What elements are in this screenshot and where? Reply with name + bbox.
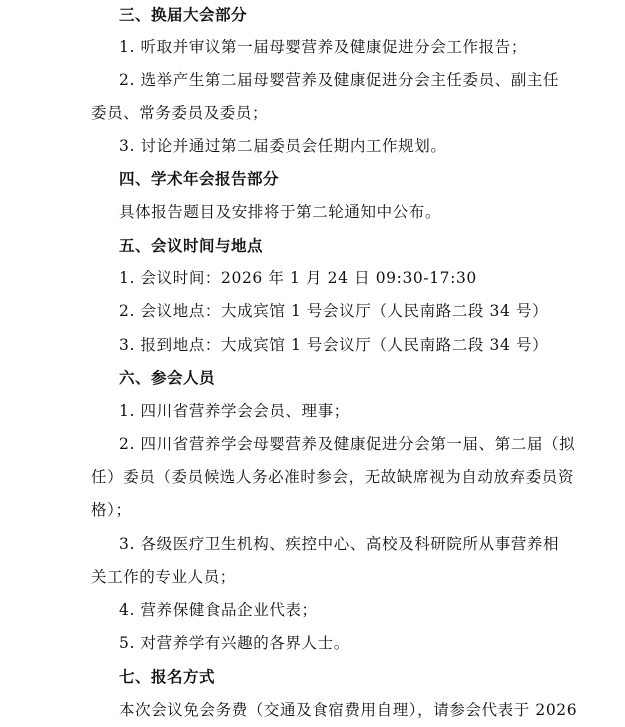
section-heading-5: 五、会议时间与地点 xyxy=(119,237,264,255)
paragraph-line: 任）委员（委员候选人务必准时参会，无故缺席视为自动放弃委员资 xyxy=(91,468,575,486)
paragraph-line: 2. 四川省营养学会母婴营养及健康促进分会第一届、第二届（拟 xyxy=(119,435,576,453)
paragraph-line: 格）； xyxy=(91,501,132,519)
paragraph-line: 5. 对营养学有兴趣的各界人士。 xyxy=(119,634,350,652)
paragraph-line: 2. 会议地点：大成宾馆 1 号会议厅（人民南路二段 34 号） xyxy=(119,302,549,320)
paragraph-line: 委员、常务委员及委员； xyxy=(91,104,269,122)
paragraph-line: 3. 报到地点：大成宾馆 1 号会议厅（人民南路二段 34 号） xyxy=(119,336,549,354)
paragraph-line: 关工作的专业人员； xyxy=(91,568,236,586)
paragraph-line: 具体报告题目及安排将于第二轮通知中公布。 xyxy=(119,203,442,221)
paragraph-line: 4. 营养保健食品企业代表； xyxy=(119,601,318,619)
section-heading-4: 四、学术年会报告部分 xyxy=(119,170,280,188)
paragraph-line: 1. 听取并审议第一届母婴营养及健康促进分会工作报告； xyxy=(119,38,527,56)
section-heading-6: 六、参会人员 xyxy=(119,369,216,387)
paragraph-line: 1. 四川省营养学会会员、理事； xyxy=(119,402,350,420)
paragraph-line: 2. 选举产生第二届母婴营养及健康促进分会主任委员、副主任 xyxy=(119,71,560,89)
paragraph-line: 3. 讨论并通过第二届委员会任期内工作规划。 xyxy=(119,137,447,155)
section-heading-3: 三、换届大会部分 xyxy=(119,6,248,24)
section-heading-7: 七、报名方式 xyxy=(119,668,216,686)
paragraph-line: 本次会议免会务费（交通及食宿费用自理），请参会代表于 2026 xyxy=(119,701,578,719)
paragraph-line: 3. 各级医疗卫生机构、疾控中心、高校及科研院所从事营养相 xyxy=(119,535,560,553)
paragraph-line: 1. 会议时间：2026 年 1 月 24 日 09:30-17:30 xyxy=(119,269,477,287)
